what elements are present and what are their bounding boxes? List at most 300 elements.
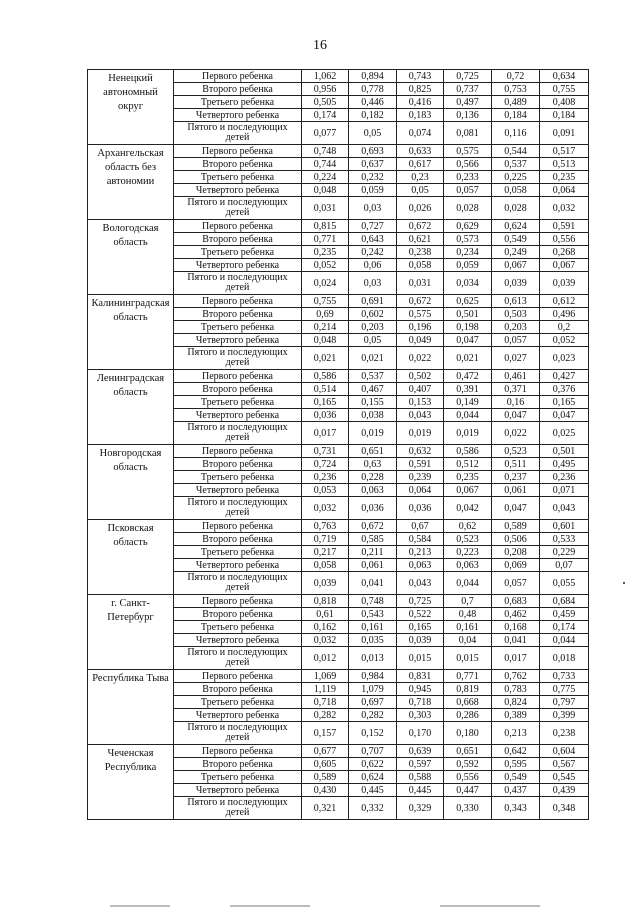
rate-value: 0,556 bbox=[540, 233, 589, 246]
child-order: Третьего ребенка bbox=[174, 696, 302, 709]
rate-value: 1,069 bbox=[302, 670, 349, 683]
rate-value: 0,091 bbox=[540, 122, 589, 145]
rate-value: 0,407 bbox=[397, 383, 444, 396]
rate-value: 0,042 bbox=[444, 497, 492, 520]
rate-value: 0,032 bbox=[302, 497, 349, 520]
child-order: Второго ребенка bbox=[174, 383, 302, 396]
rate-value: 0,059 bbox=[349, 184, 397, 197]
rate-value: 0,039 bbox=[492, 272, 540, 295]
rate-value: 0,161 bbox=[349, 621, 397, 634]
bottom-scan-marks bbox=[110, 905, 540, 908]
rate-value: 0,825 bbox=[397, 83, 444, 96]
child-order: Первого ребенка bbox=[174, 520, 302, 533]
child-order: Пятого и последующих детей bbox=[174, 272, 302, 295]
rate-value: 0,707 bbox=[349, 745, 397, 758]
child-order: Четвертого ребенка bbox=[174, 259, 302, 272]
rate-value: 0,818 bbox=[302, 595, 349, 608]
child-order: Третьего ребенка bbox=[174, 396, 302, 409]
rate-value: 0,831 bbox=[397, 670, 444, 683]
rate-value: 0,549 bbox=[492, 771, 540, 784]
rate-value: 0,048 bbox=[302, 184, 349, 197]
rate-value: 0,602 bbox=[349, 308, 397, 321]
rate-value: 0,196 bbox=[397, 321, 444, 334]
child-order: Первого ребенка bbox=[174, 445, 302, 458]
rate-value: 0,165 bbox=[540, 396, 589, 409]
rate-value: 0,229 bbox=[540, 546, 589, 559]
child-order: Пятого и последующих детей bbox=[174, 797, 302, 820]
region-name: Калининградская область bbox=[88, 295, 174, 370]
rate-value: 0,445 bbox=[349, 784, 397, 797]
rate-value: 0,235 bbox=[302, 246, 349, 259]
rate-value: 0,537 bbox=[349, 370, 397, 383]
rate-value: 0,234 bbox=[444, 246, 492, 259]
child-order: Четвертого ребенка bbox=[174, 109, 302, 122]
rate-value: 0,956 bbox=[302, 83, 349, 96]
rate-value: 0,512 bbox=[444, 458, 492, 471]
rate-value: 0,48 bbox=[444, 608, 492, 621]
rate-value: 0,391 bbox=[444, 383, 492, 396]
rate-value: 0,228 bbox=[349, 471, 397, 484]
rate-value: 0,032 bbox=[302, 634, 349, 647]
rate-value: 0,797 bbox=[540, 696, 589, 709]
rate-value: 0,155 bbox=[349, 396, 397, 409]
rate-value: 0,523 bbox=[444, 533, 492, 546]
rate-value: 0,047 bbox=[492, 497, 540, 520]
rate-value: 0,303 bbox=[397, 709, 444, 722]
child-order: Четвертого ребенка bbox=[174, 634, 302, 647]
rate-value: 0,232 bbox=[349, 171, 397, 184]
child-order: Третьего ребенка bbox=[174, 246, 302, 259]
rate-value: 0,022 bbox=[492, 422, 540, 445]
rate-value: 0,047 bbox=[540, 409, 589, 422]
child-order: Четвертого ребенка bbox=[174, 559, 302, 572]
rate-value: 0,399 bbox=[540, 709, 589, 722]
rate-value: 0,211 bbox=[349, 546, 397, 559]
rate-value: 0,467 bbox=[349, 383, 397, 396]
rate-value: 0,718 bbox=[302, 696, 349, 709]
rate-value: 0,718 bbox=[397, 696, 444, 709]
rate-value: 0,605 bbox=[302, 758, 349, 771]
rate-value: 0,223 bbox=[444, 546, 492, 559]
child-order: Четвертого ребенка bbox=[174, 484, 302, 497]
rate-value: 0,445 bbox=[397, 784, 444, 797]
rate-value: 0,693 bbox=[349, 145, 397, 158]
child-order: Четвертого ребенка bbox=[174, 784, 302, 797]
rate-value: 0,017 bbox=[492, 647, 540, 670]
child-order: Третьего ребенка bbox=[174, 171, 302, 184]
rate-value: 0,63 bbox=[349, 458, 397, 471]
rate-value: 0,632 bbox=[397, 445, 444, 458]
rate-value: 0,052 bbox=[302, 259, 349, 272]
rate-value: 0,198 bbox=[444, 321, 492, 334]
rate-value: 0,589 bbox=[492, 520, 540, 533]
rate-value: 0,038 bbox=[349, 409, 397, 422]
rate-value: 0,597 bbox=[397, 758, 444, 771]
rate-value: 1,062 bbox=[302, 70, 349, 83]
rate-value: 0,575 bbox=[444, 145, 492, 158]
rate-value: 0,566 bbox=[444, 158, 492, 171]
rate-value: 0,039 bbox=[397, 634, 444, 647]
rate-value: 0,055 bbox=[540, 572, 589, 595]
rate-value: 0,064 bbox=[540, 184, 589, 197]
rate-value: 0,043 bbox=[540, 497, 589, 520]
rate-value: 0,036 bbox=[302, 409, 349, 422]
rate-value: 0,643 bbox=[349, 233, 397, 246]
rate-value: 0,053 bbox=[302, 484, 349, 497]
rate-value: 0,637 bbox=[349, 158, 397, 171]
child-order: Четвертого ребенка bbox=[174, 709, 302, 722]
rate-value: 0,586 bbox=[444, 445, 492, 458]
rate-value: 0,180 bbox=[444, 722, 492, 745]
rate-value: 0,472 bbox=[444, 370, 492, 383]
rate-value: 0,502 bbox=[397, 370, 444, 383]
rate-value: 0,286 bbox=[444, 709, 492, 722]
rate-value: 0,556 bbox=[444, 771, 492, 784]
rate-value: 0,612 bbox=[540, 295, 589, 308]
rate-value: 0,012 bbox=[302, 647, 349, 670]
rate-value: 0,044 bbox=[444, 409, 492, 422]
child-order: Второго ребенка bbox=[174, 233, 302, 246]
rate-value: 0,153 bbox=[397, 396, 444, 409]
rate-value: 0,069 bbox=[492, 559, 540, 572]
rate-value: 0,763 bbox=[302, 520, 349, 533]
rate-value: 0,071 bbox=[540, 484, 589, 497]
rate-value: 0,427 bbox=[540, 370, 589, 383]
rate-value: 0,059 bbox=[444, 259, 492, 272]
rate-value: 0,984 bbox=[349, 670, 397, 683]
rate-value: 0,235 bbox=[444, 471, 492, 484]
rate-value: 0,567 bbox=[540, 758, 589, 771]
rate-value: 0,04 bbox=[444, 634, 492, 647]
rate-value: 0,043 bbox=[397, 572, 444, 595]
rate-value: 0,651 bbox=[444, 745, 492, 758]
rate-value: 0,591 bbox=[540, 220, 589, 233]
rate-value: 0,549 bbox=[492, 233, 540, 246]
child-order: Второго ребенка bbox=[174, 458, 302, 471]
child-order: Третьего ребенка bbox=[174, 546, 302, 559]
table-row bbox=[88, 145, 589, 158]
rate-value: 0,506 bbox=[492, 533, 540, 546]
rate-value: 0,036 bbox=[397, 497, 444, 520]
rate-value: 0,063 bbox=[444, 559, 492, 572]
rate-value: 0,184 bbox=[540, 109, 589, 122]
rate-value: 0,585 bbox=[349, 533, 397, 546]
rate-value: 0,330 bbox=[444, 797, 492, 820]
rate-value: 0,039 bbox=[302, 572, 349, 595]
table-row bbox=[88, 370, 589, 383]
rate-value: 0,348 bbox=[540, 797, 589, 820]
rate-value: 0,447 bbox=[444, 784, 492, 797]
rate-value: 0,545 bbox=[540, 771, 589, 784]
rate-value: 0,595 bbox=[492, 758, 540, 771]
rate-value: 0,235 bbox=[540, 171, 589, 184]
rate-value: 0,533 bbox=[540, 533, 589, 546]
rate-value: 0,625 bbox=[444, 295, 492, 308]
child-order: Первого ребенка bbox=[174, 745, 302, 758]
rate-value: 0,343 bbox=[492, 797, 540, 820]
rate-value: 0,067 bbox=[444, 484, 492, 497]
child-order: Второго ребенка bbox=[174, 533, 302, 546]
rate-value: 0,575 bbox=[397, 308, 444, 321]
rate-value: 0,672 bbox=[349, 520, 397, 533]
rate-value: 0,691 bbox=[349, 295, 397, 308]
rate-value: 0,586 bbox=[302, 370, 349, 383]
rate-value: 0,019 bbox=[397, 422, 444, 445]
rate-value: 0,497 bbox=[444, 96, 492, 109]
page-number: 16 bbox=[313, 38, 327, 53]
rate-value: 0,2 bbox=[540, 321, 589, 334]
rate-value: 0,057 bbox=[444, 184, 492, 197]
rate-value: 0,058 bbox=[302, 559, 349, 572]
rate-value: 0,815 bbox=[302, 220, 349, 233]
rate-value: 0,461 bbox=[492, 370, 540, 383]
rate-value: 0,755 bbox=[540, 83, 589, 96]
rate-value: 0,430 bbox=[302, 784, 349, 797]
rate-value: 0,067 bbox=[540, 259, 589, 272]
child-order: Пятого и последующих детей bbox=[174, 497, 302, 520]
rate-value: 0,015 bbox=[444, 647, 492, 670]
rate-value: 0,622 bbox=[349, 758, 397, 771]
rate-value: 0,236 bbox=[302, 471, 349, 484]
rate-value: 0,027 bbox=[492, 347, 540, 370]
rate-value: 0,161 bbox=[444, 621, 492, 634]
rate-value: 0,213 bbox=[397, 546, 444, 559]
rate-value: 0,371 bbox=[492, 383, 540, 396]
child-order: Пятого и последующих детей bbox=[174, 722, 302, 745]
rate-value: 0,057 bbox=[492, 572, 540, 595]
rate-value: 0,725 bbox=[397, 595, 444, 608]
region-name: Ненецкий автономный округ bbox=[88, 70, 174, 145]
rate-value: 0,044 bbox=[444, 572, 492, 595]
region-name: г. Санкт-Петербург bbox=[88, 595, 174, 670]
rate-value: 0,588 bbox=[397, 771, 444, 784]
rate-value: 0,052 bbox=[540, 334, 589, 347]
rate-value: 0,031 bbox=[302, 197, 349, 220]
rate-value: 0,737 bbox=[444, 83, 492, 96]
rate-value: 0,242 bbox=[349, 246, 397, 259]
rate-value: 0,238 bbox=[540, 722, 589, 745]
rate-value: 0,725 bbox=[444, 70, 492, 83]
table-row bbox=[88, 70, 589, 83]
rate-value: 0,633 bbox=[397, 145, 444, 158]
child-order: Пятого и последующих детей bbox=[174, 647, 302, 670]
child-order: Второго ребенка bbox=[174, 608, 302, 621]
rate-value: 0,03 bbox=[349, 197, 397, 220]
rate-value: 0,604 bbox=[540, 745, 589, 758]
rate-value: 0,184 bbox=[492, 109, 540, 122]
rate-value: 0,677 bbox=[302, 745, 349, 758]
rate-value: 0,505 bbox=[302, 96, 349, 109]
rate-value: 0,642 bbox=[492, 745, 540, 758]
rate-value: 0,036 bbox=[349, 497, 397, 520]
rate-value: 0,048 bbox=[302, 334, 349, 347]
rate-value: 0,23 bbox=[397, 171, 444, 184]
child-order: Пятого и последующих детей bbox=[174, 422, 302, 445]
rate-value: 0,762 bbox=[492, 670, 540, 683]
rate-value: 0,049 bbox=[397, 334, 444, 347]
rate-value: 0,543 bbox=[349, 608, 397, 621]
rate-value: 0,237 bbox=[492, 471, 540, 484]
rate-value: 0,321 bbox=[302, 797, 349, 820]
rate-value: 0,017 bbox=[302, 422, 349, 445]
rate-value: 0,203 bbox=[349, 321, 397, 334]
rate-value: 0,019 bbox=[349, 422, 397, 445]
rate-value: 0,074 bbox=[397, 122, 444, 145]
rate-value: 0,063 bbox=[397, 559, 444, 572]
child-order: Четвертого ребенка bbox=[174, 409, 302, 422]
rate-value: 0,174 bbox=[302, 109, 349, 122]
rate-value: 0,446 bbox=[349, 96, 397, 109]
rate-value: 0,021 bbox=[349, 347, 397, 370]
rate-value: 0,224 bbox=[302, 171, 349, 184]
rate-value: 0,697 bbox=[349, 696, 397, 709]
rate-value: 0,7 bbox=[444, 595, 492, 608]
rate-value: 0,282 bbox=[302, 709, 349, 722]
rate-value: 0,459 bbox=[540, 608, 589, 621]
rate-value: 0,015 bbox=[397, 647, 444, 670]
rate-value: 0,023 bbox=[540, 347, 589, 370]
rate-value: 0,514 bbox=[302, 383, 349, 396]
rate-value: 0,775 bbox=[540, 683, 589, 696]
rate-value: 0,07 bbox=[540, 559, 589, 572]
rate-value: 0,672 bbox=[397, 295, 444, 308]
rate-value: 0,724 bbox=[302, 458, 349, 471]
table-row bbox=[88, 520, 589, 533]
rate-value: 0,376 bbox=[540, 383, 589, 396]
rate-value: 0,573 bbox=[444, 233, 492, 246]
rate-value: 0,727 bbox=[349, 220, 397, 233]
rate-value: 0,621 bbox=[397, 233, 444, 246]
rate-value: 0,021 bbox=[302, 347, 349, 370]
rate-value: 0,022 bbox=[397, 347, 444, 370]
child-order: Второго ребенка bbox=[174, 158, 302, 171]
rate-value: 0,05 bbox=[349, 334, 397, 347]
rate-value: 0,634 bbox=[540, 70, 589, 83]
child-order: Третьего ребенка bbox=[174, 96, 302, 109]
rate-value: 0,268 bbox=[540, 246, 589, 259]
rate-value: 0,639 bbox=[397, 745, 444, 758]
rate-value: 0,031 bbox=[397, 272, 444, 295]
rate-value: 1,119 bbox=[302, 683, 349, 696]
rate-value: 0,06 bbox=[349, 259, 397, 272]
table-row bbox=[88, 745, 589, 758]
rate-value: 0,67 bbox=[397, 520, 444, 533]
table-row bbox=[88, 295, 589, 308]
rate-value: 0,057 bbox=[492, 334, 540, 347]
rate-value: 0,537 bbox=[492, 158, 540, 171]
rate-value: 0,824 bbox=[492, 696, 540, 709]
rate-value: 0,217 bbox=[302, 546, 349, 559]
rate-value: 0,517 bbox=[540, 145, 589, 158]
rate-value: 0,214 bbox=[302, 321, 349, 334]
rate-value: 0,026 bbox=[397, 197, 444, 220]
rate-value: 0,039 bbox=[540, 272, 589, 295]
rate-value: 0,719 bbox=[302, 533, 349, 546]
rate-value: 0,168 bbox=[492, 621, 540, 634]
rate-value: 0,225 bbox=[492, 171, 540, 184]
rate-value: 0,389 bbox=[492, 709, 540, 722]
rate-value: 0,683 bbox=[492, 595, 540, 608]
rate-value: 0,203 bbox=[492, 321, 540, 334]
child-order: Второго ребенка bbox=[174, 308, 302, 321]
rate-value: 0,208 bbox=[492, 546, 540, 559]
rate-value: 0,771 bbox=[444, 670, 492, 683]
rate-value: 0,511 bbox=[492, 458, 540, 471]
rate-value: 0,733 bbox=[540, 670, 589, 683]
rate-value: 0,592 bbox=[444, 758, 492, 771]
rate-value: 0,157 bbox=[302, 722, 349, 745]
child-order: Второго ребенка bbox=[174, 83, 302, 96]
rate-value: 0,238 bbox=[397, 246, 444, 259]
rate-value: 0,16 bbox=[492, 396, 540, 409]
rate-value: 0,028 bbox=[444, 197, 492, 220]
rate-value: 0,174 bbox=[540, 621, 589, 634]
rate-value: 0,437 bbox=[492, 784, 540, 797]
rate-value: 0,043 bbox=[397, 409, 444, 422]
child-order: Пятого и последующих детей bbox=[174, 122, 302, 145]
rate-value: 0,731 bbox=[302, 445, 349, 458]
rate-value: 0,332 bbox=[349, 797, 397, 820]
child-order: Третьего ребенка bbox=[174, 771, 302, 784]
rate-value: 0,416 bbox=[397, 96, 444, 109]
rate-value: 0,019 bbox=[444, 422, 492, 445]
rate-value: 0,755 bbox=[302, 295, 349, 308]
rate-value: 0,236 bbox=[540, 471, 589, 484]
region-name: Псковская область bbox=[88, 520, 174, 595]
child-order: Первого ребенка bbox=[174, 220, 302, 233]
table-row bbox=[88, 445, 589, 458]
rate-value: 0,544 bbox=[492, 145, 540, 158]
child-order: Четвертого ребенка bbox=[174, 334, 302, 347]
rate-value: 0,778 bbox=[349, 83, 397, 96]
child-order: Третьего ребенка bbox=[174, 321, 302, 334]
rate-value: 0,945 bbox=[397, 683, 444, 696]
rate-value: 0,513 bbox=[540, 158, 589, 171]
child-order: Пятого и последующих детей bbox=[174, 572, 302, 595]
rate-value: 0,170 bbox=[397, 722, 444, 745]
rate-value: 0,523 bbox=[492, 445, 540, 458]
table-row bbox=[88, 670, 589, 683]
rate-value: 0,239 bbox=[397, 471, 444, 484]
table-body bbox=[88, 70, 589, 820]
rate-value: 0,329 bbox=[397, 797, 444, 820]
child-order: Третьего ребенка bbox=[174, 621, 302, 634]
child-order: Пятого и последующих детей bbox=[174, 347, 302, 370]
child-order: Первого ребенка bbox=[174, 145, 302, 158]
rate-value: 0,624 bbox=[492, 220, 540, 233]
rate-value: 0,162 bbox=[302, 621, 349, 634]
rate-value: 0,116 bbox=[492, 122, 540, 145]
rate-value: 0,032 bbox=[540, 197, 589, 220]
rate-value: 0,183 bbox=[397, 109, 444, 122]
table-row bbox=[88, 595, 589, 608]
rate-value: 0,282 bbox=[349, 709, 397, 722]
rate-value: 0,753 bbox=[492, 83, 540, 96]
rate-value: 0,013 bbox=[349, 647, 397, 670]
rate-value: 1,079 bbox=[349, 683, 397, 696]
rate-value: 0,081 bbox=[444, 122, 492, 145]
scan-mark bbox=[623, 582, 625, 584]
rate-value: 0,62 bbox=[444, 520, 492, 533]
region-name: Чеченская Республика bbox=[88, 745, 174, 820]
fertility-table bbox=[87, 69, 589, 820]
rate-value: 0,025 bbox=[540, 422, 589, 445]
rate-value: 0,743 bbox=[397, 70, 444, 83]
region-name: Вологодская область bbox=[88, 220, 174, 295]
rate-value: 0,213 bbox=[492, 722, 540, 745]
rate-value: 0,61 bbox=[302, 608, 349, 621]
rate-value: 0,035 bbox=[349, 634, 397, 647]
